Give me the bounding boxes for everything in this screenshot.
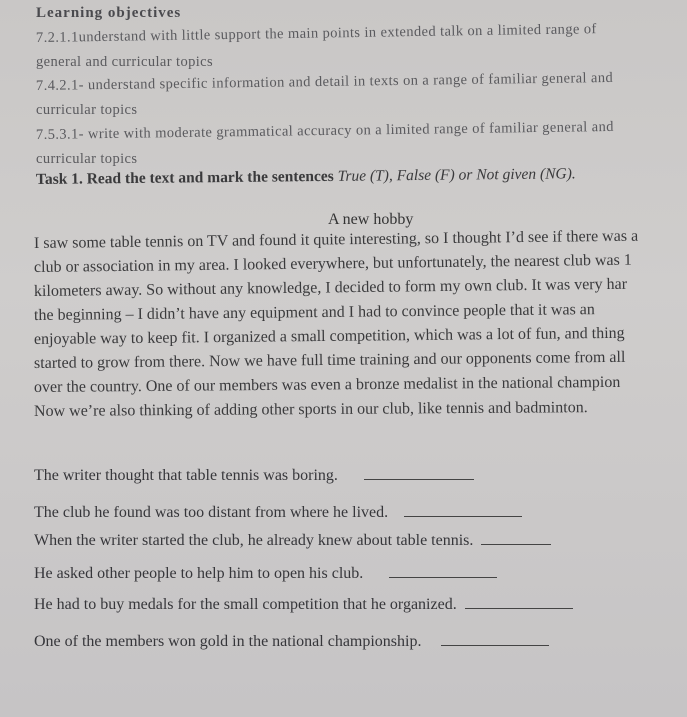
answer-blank[interactable] — [441, 644, 549, 646]
answer-blank[interactable] — [364, 478, 474, 480]
answer-blank[interactable] — [481, 543, 551, 545]
text-line: kilometers away. So without any knowledge, I decided to form my own club. It was very har — [33, 275, 628, 300]
objectives-heading: Learning objectives — [36, 5, 182, 21]
question-row — [34, 533, 551, 549]
objective-line: general and curricular topics — [36, 54, 214, 70]
text-title: A new hobby — [328, 211, 414, 228]
answer-blank[interactable] — [389, 576, 497, 578]
question-text: When the writer started the club, he already knew about table tennis. — [34, 532, 474, 549]
objective-line: curricular topics — [36, 151, 138, 167]
question-text: The club he found was too distant from where he lived. — [34, 504, 389, 521]
text-line: enjoyable way to keep fit. I organized a small competition, which was a lot of fun, and thing — [33, 324, 625, 348]
objective-line: 7.2.1.1understand with little support the main points in extended talk on a limited range of — [35, 21, 597, 46]
text-line: the beginning – I didn’t have any equipment and I had to convince people that it was an — [33, 301, 595, 324]
answer-blank[interactable] — [465, 607, 573, 609]
question-row — [34, 597, 573, 613]
objective-line: curricular topics — [36, 102, 138, 118]
task-label: Task 1. Read the text and mark the sentences — [35, 167, 338, 188]
question-row — [34, 505, 522, 521]
task-options: True (T), False (F) or Not given (NG). — [337, 165, 576, 185]
question-text: The writer thought that table tennis was boring. — [34, 467, 338, 484]
question-row — [34, 566, 497, 582]
task-instruction — [36, 166, 576, 187]
question-row — [34, 468, 474, 484]
answer-blank[interactable] — [404, 515, 522, 517]
question-text: One of the members won gold in the national championship. — [34, 633, 422, 650]
question-row — [34, 634, 549, 650]
objective-line: 7.4.2.1- understand specific information and detail in texts on a range of familiar general and — [35, 69, 614, 94]
text-line: club or association in my area. I looked everywhere, but unfortunately, the nearest club was 1 — [33, 251, 632, 276]
text-line: started to grow from there. Now we have full time training and our opponents come from all — [33, 348, 626, 372]
text-line: I saw some table tennis on TV and found it quite interesting, so I thought I’d see if there was a — [33, 227, 639, 252]
question-text: He had to buy medals for the small competition that he organized. — [34, 596, 457, 613]
question-text: He asked other people to help him to open his club. — [34, 565, 364, 582]
text-line: over the country. One of our members was even a bronze medalist in the national champion — [33, 373, 621, 396]
objective-line: 7.5.3.1- write with moderate grammatical accuracy on a limited range of familiar general and — [35, 118, 614, 143]
text-line: Now we’re also thinking of adding other sports in our club, like tennis and badminton. — [33, 399, 588, 420]
